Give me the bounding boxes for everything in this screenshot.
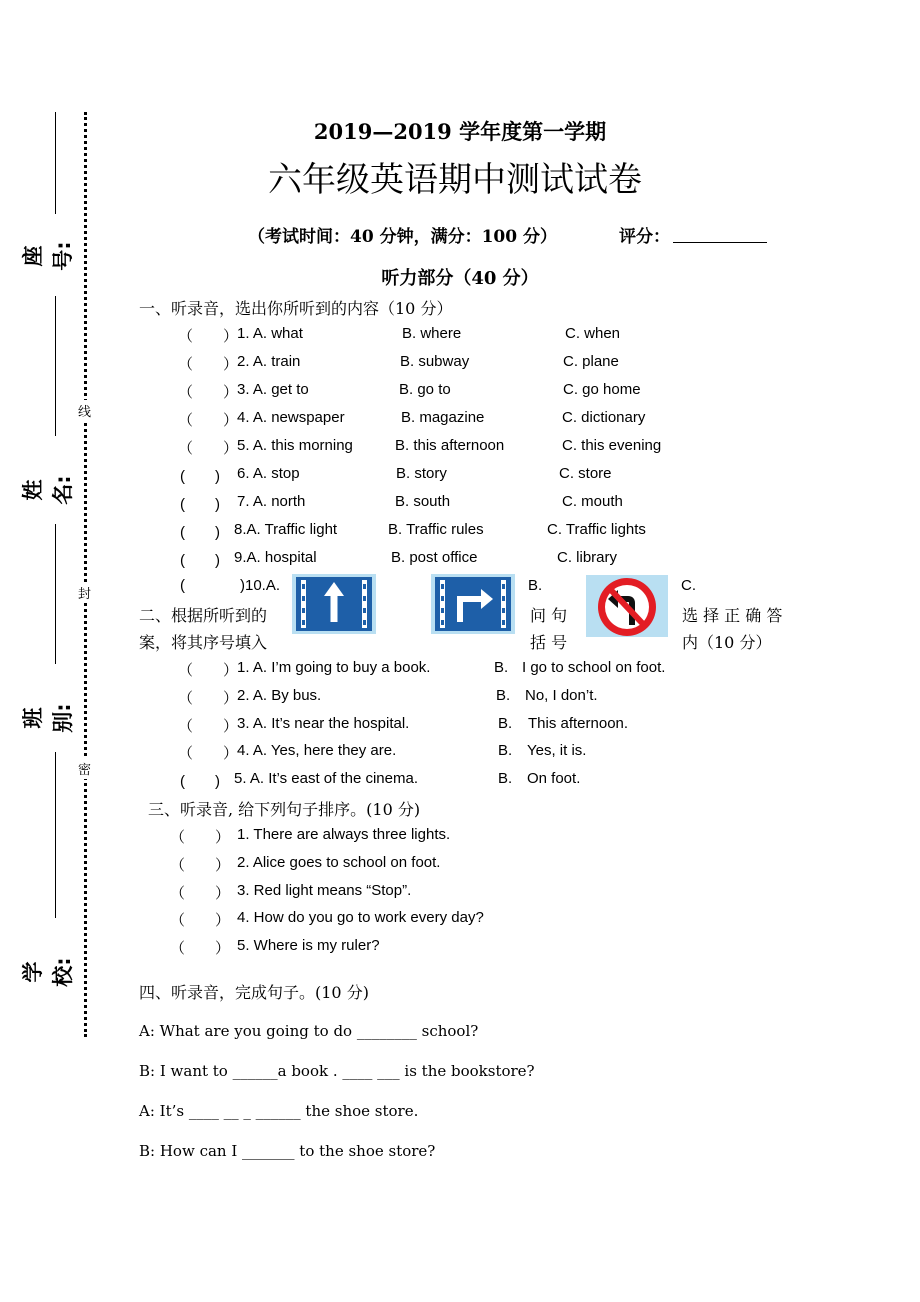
answer-paren[interactable]: （ ）	[178, 356, 239, 373]
option-c: C. dictionary	[562, 409, 646, 426]
no-left-turn-sign-image	[586, 575, 668, 637]
section2-heading-line2-part2: 括 号	[530, 633, 568, 652]
straight-ahead-sign-image	[292, 574, 376, 634]
answer-paren[interactable]: （ ）	[178, 440, 239, 457]
option-c: C. this evening	[562, 437, 662, 454]
option-c: C. library	[557, 549, 618, 566]
answer-paren[interactable]: （ ）	[170, 912, 231, 929]
sentence: 5. Where is my ruler?	[237, 937, 380, 954]
option-a: 5. A. It’s east of the cinema.	[234, 770, 418, 787]
option-c: C. mouth	[562, 493, 623, 510]
answer-paren[interactable]: ( )	[180, 524, 220, 541]
class-label: 班别:	[21, 703, 75, 733]
school-line-top	[55, 752, 56, 918]
part-title: 听力部分（40 分）	[381, 268, 539, 289]
option-a: 1. A. I’m going to buy a book.	[237, 659, 431, 676]
option-c: C. when	[565, 325, 621, 342]
name-line-top	[55, 296, 56, 436]
option-b: B. south	[395, 493, 451, 510]
school-year: 2019—2019 学年度第一学期	[313, 119, 607, 144]
seal-dotted-line	[84, 112, 87, 1037]
answer-paren[interactable]: ( )	[180, 468, 220, 485]
option-b-letter: B.	[496, 687, 511, 704]
section4-heading: 四、听录音，完成句子。(10 分)	[139, 983, 369, 1002]
option-a: 2. A. train	[237, 353, 301, 370]
answer-paren[interactable]: （ ）	[178, 384, 239, 401]
exam-info: （考试时间：40 分钟，满分：100 分）	[248, 227, 557, 247]
answer-paren[interactable]: ( )	[180, 773, 220, 790]
item10-label: )10.A.	[240, 577, 281, 594]
option-b-letter: B.	[498, 715, 513, 732]
option-a: 7. A. north	[237, 493, 306, 510]
section2-heading-part3: 选 择 正 确 答	[682, 606, 783, 625]
answer-paren[interactable]: （ ）	[170, 857, 231, 874]
seat-label: 座号:	[21, 241, 75, 271]
score-label: 评分：	[619, 227, 670, 247]
option-b: B. subway	[400, 353, 470, 370]
answer-paren[interactable]: ( )	[180, 496, 220, 513]
option-a: 4. A. Yes, here they are.	[237, 742, 397, 759]
seal-char-secret: 密	[78, 758, 91, 779]
option-a: 6. A. stop	[237, 465, 300, 482]
section2-heading-line2-part1: 案，将其序号填入	[139, 633, 268, 652]
answer-paren[interactable]: （ ）	[178, 718, 239, 735]
section2-heading-part2: 问 句	[530, 606, 568, 625]
exam-title: 六年级英语期中测试试卷	[268, 160, 642, 200]
dialogue-line: B: I want to ______a book . ____ ___ is the bookstore?	[139, 1062, 535, 1080]
option-c: C. plane	[563, 353, 619, 370]
section3-heading: 三、听录音, 给下列句子排序。(10 分)	[148, 800, 421, 819]
answer-paren[interactable]: （ ）	[178, 690, 239, 707]
option-b-letter: B.	[498, 770, 513, 787]
option-c: C. go home	[563, 381, 641, 398]
option-b: B.	[528, 577, 543, 594]
option-b: B. magazine	[401, 409, 485, 426]
sentence: 2. Alice goes to school on foot.	[237, 854, 441, 871]
answer-paren-open[interactable]: (	[180, 577, 185, 594]
option-c: C.	[681, 577, 696, 594]
option-c: C. Traffic lights	[547, 521, 646, 538]
section2-heading-part1: 二、根据所听到的	[139, 606, 268, 625]
answer-paren[interactable]: （ ）	[170, 885, 231, 902]
sentence: 1. There are always three lights.	[237, 826, 451, 843]
option-b: B. this afternoon	[395, 437, 505, 454]
answer-paren[interactable]: （ ）	[178, 412, 239, 429]
option-b: B. post office	[391, 549, 478, 566]
option-b: This afternoon.	[528, 715, 629, 732]
option-b: I go to school on foot.	[522, 659, 666, 676]
section2-heading-line2-part3: 内（10 分）	[682, 633, 772, 652]
option-a: 3. A. get to	[237, 381, 309, 398]
turn-right-lane-sign-image	[431, 574, 515, 634]
answer-paren[interactable]: （ ）	[178, 328, 239, 345]
option-b: B. where	[402, 325, 462, 342]
option-b: B. Traffic rules	[388, 521, 484, 538]
class-line-top	[55, 524, 56, 664]
seal-char-line: 线	[78, 400, 91, 421]
option-b: Yes, it is.	[527, 742, 587, 759]
option-a: 4. A. newspaper	[237, 409, 345, 426]
option-b: No, I don’t.	[525, 687, 598, 704]
dialogue-line: B: How can I _______ to the shoe store?	[139, 1142, 436, 1160]
school-label: 学校:	[21, 957, 75, 987]
answer-paren[interactable]: （ ）	[178, 662, 239, 679]
section1-heading: 一、听录音，选出你所听到的内容（10 分）	[139, 299, 453, 318]
option-a: 8.A. Traffic light	[234, 521, 338, 538]
option-a: 1. A. what	[237, 325, 303, 342]
option-a: 3. A. It’s near the hospital.	[237, 715, 410, 732]
dialogue-line: A: What are you going to do ________ school?	[139, 1022, 479, 1040]
option-a: 9.A. hospital	[234, 549, 317, 566]
sentence: 3. Red light means “Stop”.	[237, 882, 412, 899]
seal-char-seal: 封	[78, 582, 91, 603]
answer-paren[interactable]: （ ）	[170, 829, 231, 846]
dialogue-line: A: It’s ____ __ _ ______ the shoe store.	[139, 1102, 419, 1120]
option-b-letter: B.	[494, 659, 509, 676]
option-a: 5. A. this morning	[237, 437, 353, 454]
answer-paren[interactable]: （ ）	[178, 745, 239, 762]
answer-paren[interactable]: （ ）	[170, 940, 231, 957]
option-b: B. go to	[399, 381, 451, 398]
answer-paren[interactable]: ( )	[180, 552, 220, 569]
option-a: 2. A. By bus.	[237, 687, 322, 704]
option-b: On foot.	[527, 770, 581, 787]
score-blank[interactable]	[673, 242, 767, 243]
option-c: C. store	[559, 465, 612, 482]
option-b: B. story	[396, 465, 447, 482]
option-b-letter: B.	[498, 742, 513, 759]
name-label: 姓名:	[21, 475, 75, 505]
sentence: 4. How do you go to work every day?	[237, 909, 484, 926]
